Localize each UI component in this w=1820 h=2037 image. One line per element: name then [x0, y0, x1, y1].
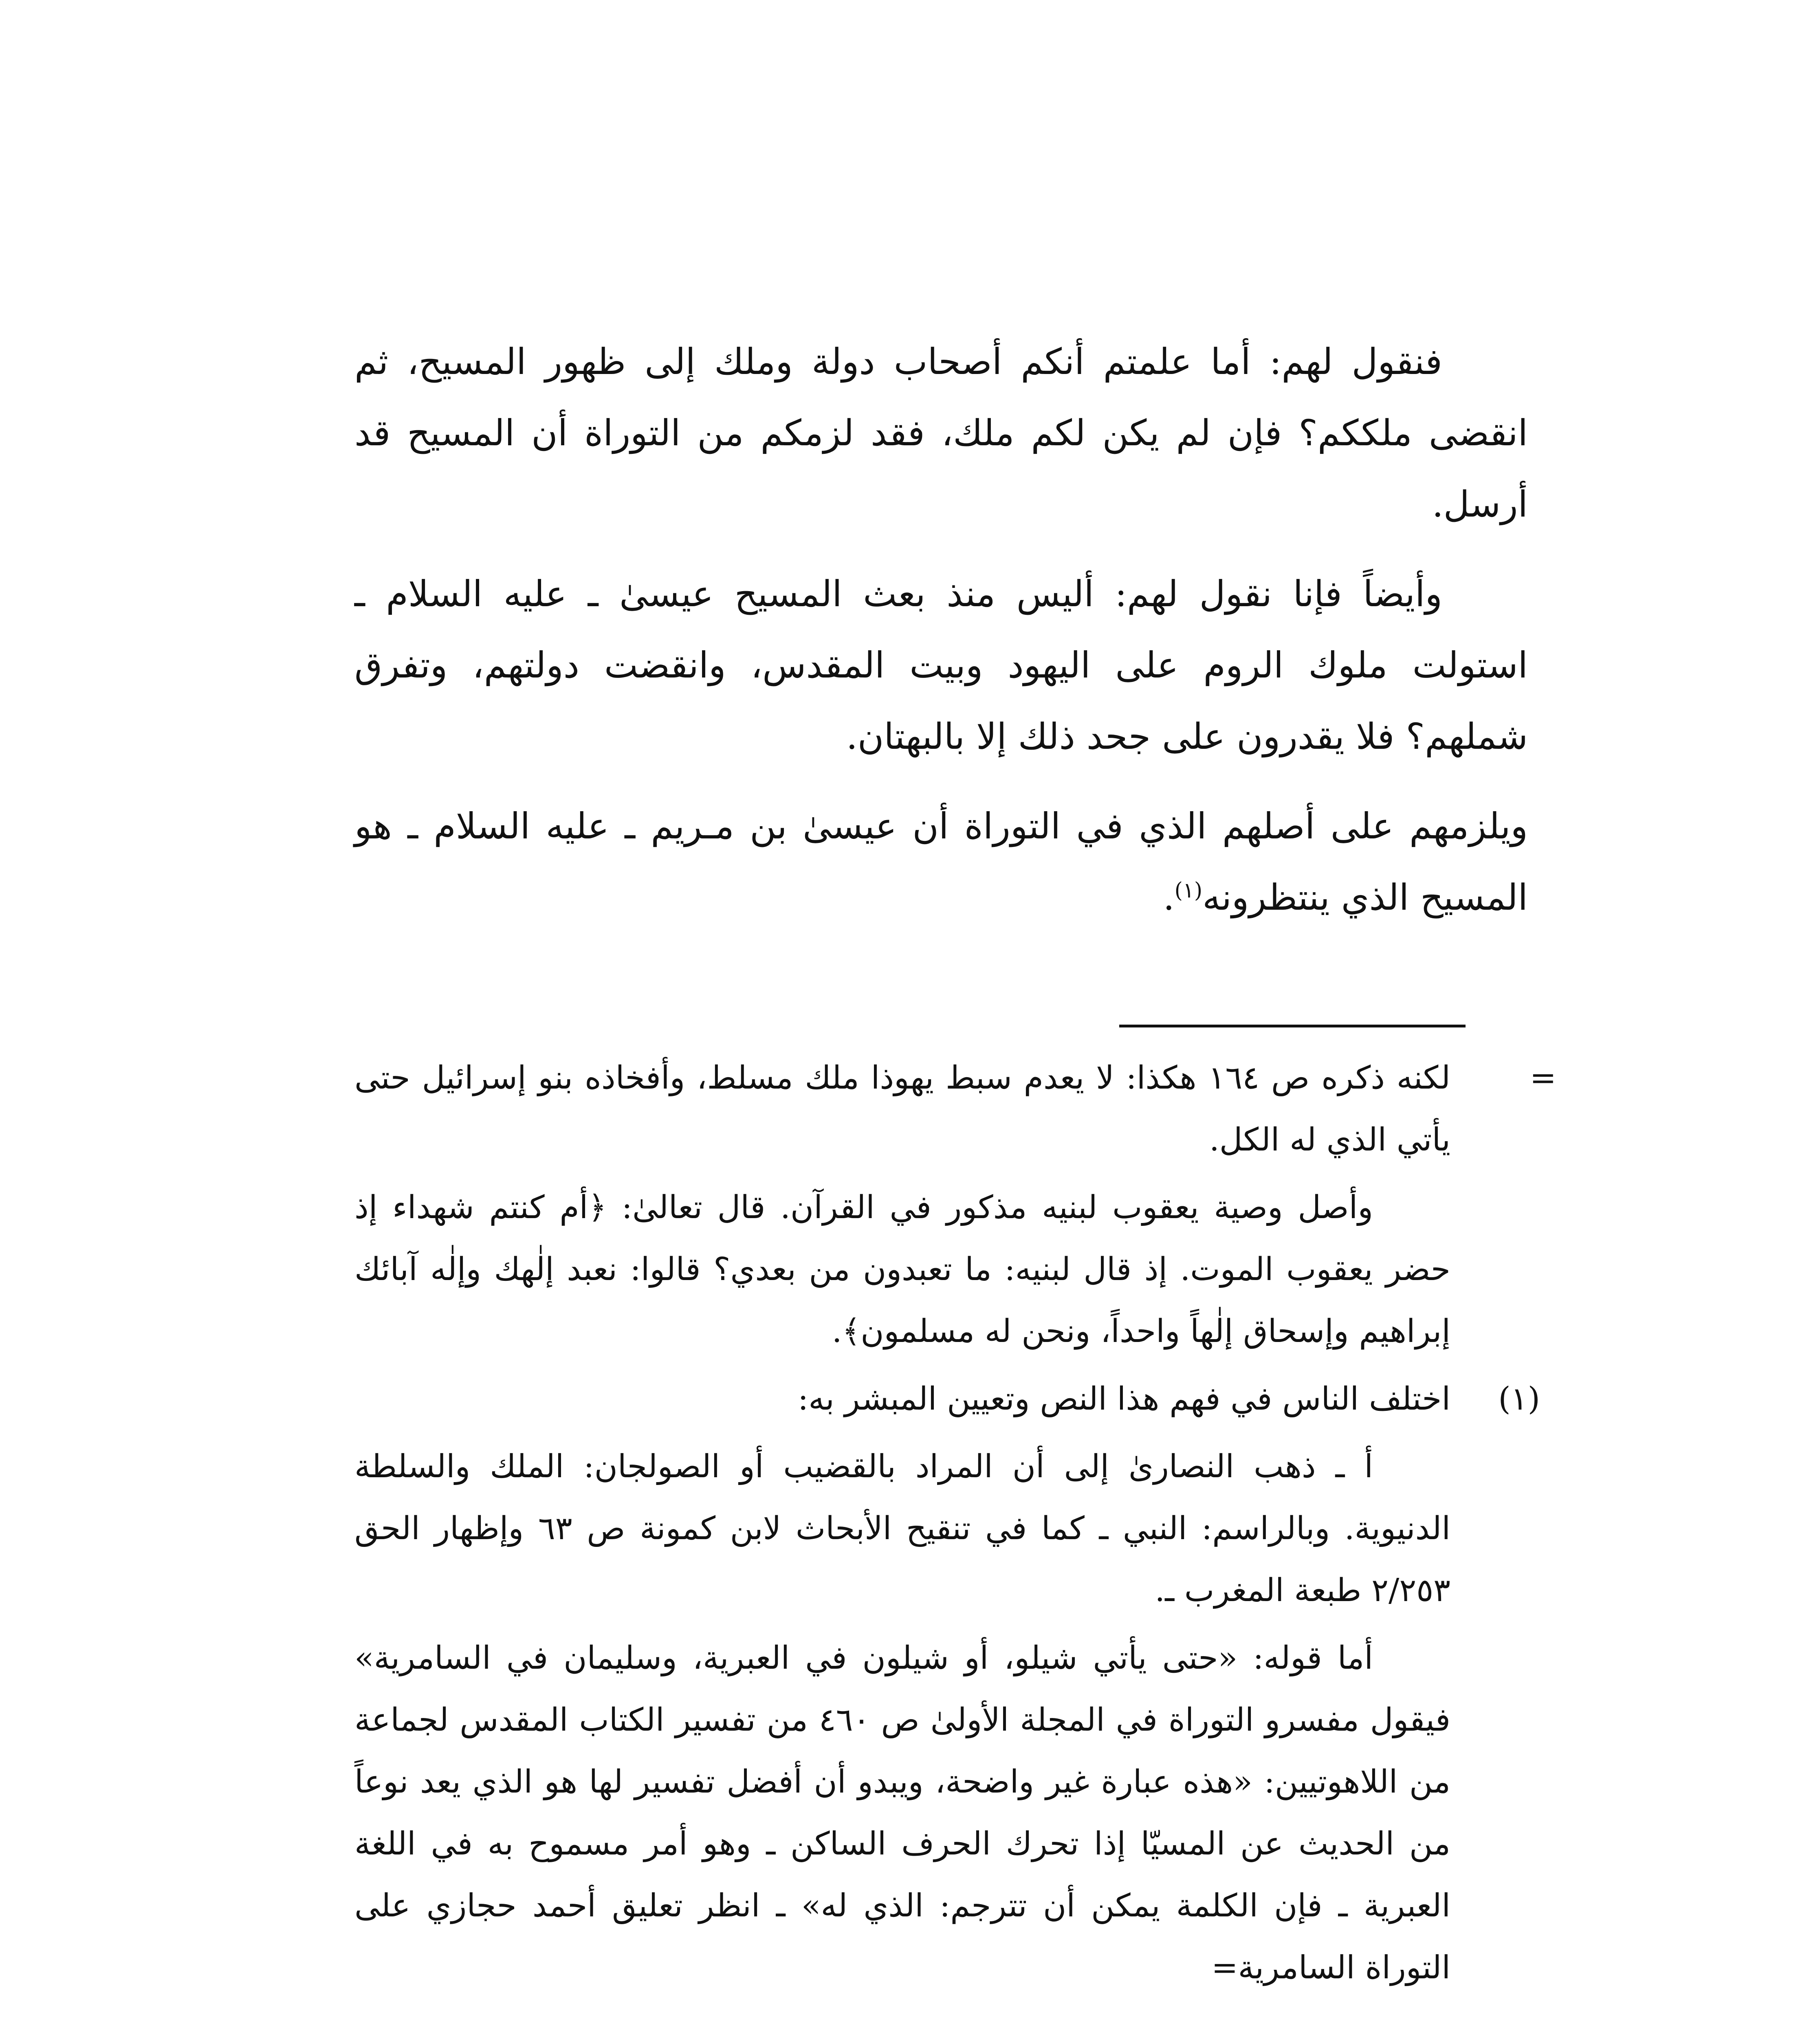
footnote-continued-text: لكنه ذكره ص ١٦٤ هكذا: لا يعدم سبط يهوذا ملك مسلط، وأفخاذه بنو إسرائيل حتى يأتي الذي له الكل.	[354, 1060, 1450, 1158]
footnote-1-point-b	[354, 1627, 1528, 1999]
footnote-reference-1[interactable]: (١)	[1174, 878, 1203, 903]
paragraph-3-text: ويلزمهم على أصلهم الذي في التوراة أن عيسىٰ بن مـريم ـ عليه السلام ـ هو المسيح الذي ينتظرونه	[354, 805, 1528, 918]
footnote-1-heading-text: اختلف الناس في فهم هذا النص وتعيين المبشر به:	[798, 1381, 1450, 1417]
footnote-1-point-a: أ ـ ذهب النصارىٰ إلى أن المراد بالقضيب أو الصولجان: الملك والسلطة الدنيوية. وبالراسم: النبي ـ كما في تنقيح الأبحاث لابن كمونة ص ٦٣ وإظهار الحق ٢/٢٥٣ طبعة المغرب ـ.	[354, 1448, 1450, 1609]
footnote-separator	[1119, 1025, 1466, 1027]
footnote-1-heading	[354, 1368, 1540, 1430]
footnote-1-number: (١)	[1498, 1381, 1540, 1417]
continuation-mark: =	[1530, 1060, 1556, 1096]
footnote-quran-paragraph: وأصل وصية يعقوب لبنيه مذكور في القرآن. قال تعالىٰ: ﴿أم كنتم شهداء إذ حضر يعقوب الموت. إذ قال لبنيه: ما تعبدون من بعدي؟ قالوا: نعبد إلٰهك وإلٰه آبائك إبراهيم وإسحاق إلٰهاً واحداً، ونحن له مسلمون﴾.	[354, 1189, 1450, 1350]
continues-mark: =	[1211, 1949, 1238, 1986]
footnote-1-point-b-text: أما قوله: «حتى يأتي شيلو، أو شيلون في العبرية، وسليمان في السامرية» فيقول مفسرو التوراة في المجلة الأولىٰ ص ٤٦٠ من تفسير الكتاب المقدس لجماعة من اللاهوتيين: «هذه عبارة غير واضحة، ويبدو أن أفضل تفسير لها هو الذي يعد نوعاً من الحديث عن المسيّا إذا تحرك الحرف الساكن ـ وهو أمر مسموح به في اللغة العبرية ـ فإن الكلمة يمكن أن تترجم: الذي له» ـ انظر تعليق أحمد حجازي على التوراة السامرية	[354, 1640, 1450, 1986]
main-text	[354, 326, 1528, 951]
paragraph-3-end: .	[1163, 876, 1175, 918]
footnotes	[354, 1047, 1556, 2004]
paragraph-1: فنقول لهم: أما علمتم أنكم أصحاب دولة وملك إلى ظهور المسيح، ثم انقضى ملككم؟ فإن لم يكن لكم ملك، فقد لزمكم من التوراة أن المسيح قد أرسل.	[354, 341, 1528, 525]
footnote-continued	[354, 1047, 1556, 1171]
paragraph-2: وأيضاً فإنا نقول لهم: أليس منذ بعث المسيح عيسىٰ ـ عليه السلام ـ استولت ملوك الروم على اليهود وبيت المقدس، وانقضت دولتهم، وتفرق شملهم؟ فلا يقدرون على جحد ذلك إلا بالبهتان.	[354, 573, 1528, 757]
paragraph-3	[354, 790, 1528, 933]
